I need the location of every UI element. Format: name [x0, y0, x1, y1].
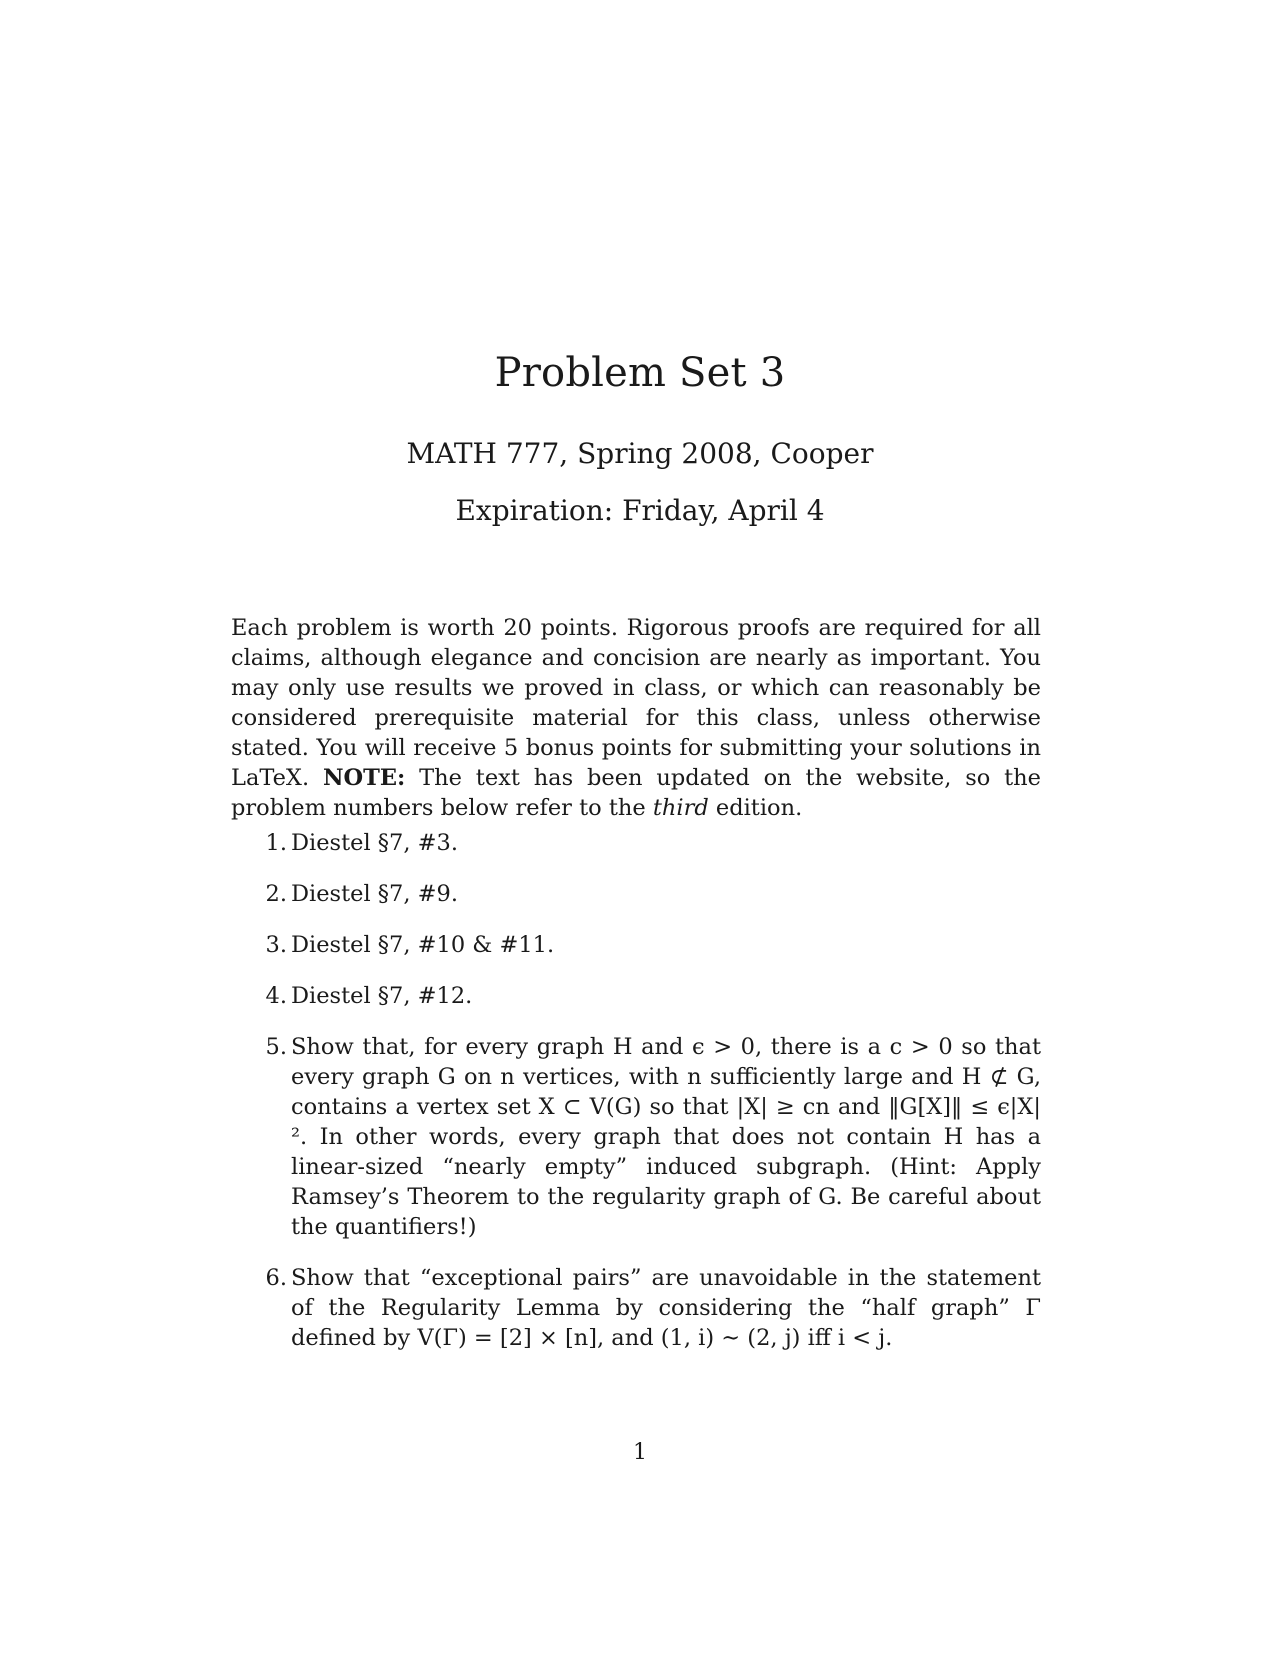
note-text-after: edition. [708, 794, 803, 821]
course-line: MATH 777, Spring 2008, Cooper [406, 437, 874, 470]
problem-text: Show that, for every graph H and ϵ > 0, there is a c > 0 so that every graph G on n vertices, with n sufficiently large and H ⊄ G, contains a vertex set X ⊂ V(G) so that |X| ≥ cn and ‖G[X]‖ ≤ ϵ|X|². In other words, every graph that does not contain H has a linear-sized “nearly empty” induced subgraph. (Hint: Apply Ramsey’s Theorem to the regularity graph of G. Be careful about the quantifiers!) [291, 1034, 1041, 1240]
problem-number: 2. [265, 881, 287, 907]
problem-text: Diestel §7, #12. [291, 983, 473, 1009]
problem-number: 4. [265, 983, 287, 1009]
problem-list [231, 828, 1041, 1374]
problem-item-2 [231, 879, 1041, 909]
problem-text: Diestel §7, #10 & #11. [291, 932, 555, 958]
problem-text: Diestel §7, #3. [291, 830, 458, 856]
problem-number: 3. [265, 932, 287, 958]
intro-main-text: Each problem is worth 20 points. Rigorous proofs are required for all claims, although elegance and concision are nearly as important. You may only use results we proved in class, or which can reasonably be considered prerequisite material for this class, unless otherwise stated. You will receive 5 bonus points for submitting your solutions in LaTeX. [231, 614, 1041, 791]
expiration-line: Expiration: Friday, April 4 [455, 494, 825, 527]
document-title: Problem Set 3 [494, 350, 786, 396]
page-number: 1 [633, 1440, 647, 1465]
problem-item-5 [231, 1032, 1041, 1242]
problem-text: Diestel §7, #9. [291, 881, 458, 907]
problem-text: Show that “exceptional pairs” are unavoidable in the statement of the Regularity Lemma by considering the “half graph” Γ defined by V(Γ) = [2] × [n], and (1, i) ∼ (2, j) iff i < j. [291, 1265, 1041, 1351]
note-text-before: The text has been updated on the website, so the problem numbers below refer to the [231, 764, 1041, 821]
problem-number: 6. [265, 1265, 287, 1291]
problem-item-6 [231, 1263, 1041, 1353]
problem-item-4 [231, 981, 1041, 1011]
note-label: NOTE: [322, 764, 406, 791]
problem-item-1 [231, 828, 1041, 858]
intro-paragraph [231, 613, 1041, 823]
problem-item-3 [231, 930, 1041, 960]
problem-number: 5. [265, 1034, 287, 1060]
problem-number: 1. [265, 830, 287, 856]
note-emphasis: third [652, 794, 709, 821]
